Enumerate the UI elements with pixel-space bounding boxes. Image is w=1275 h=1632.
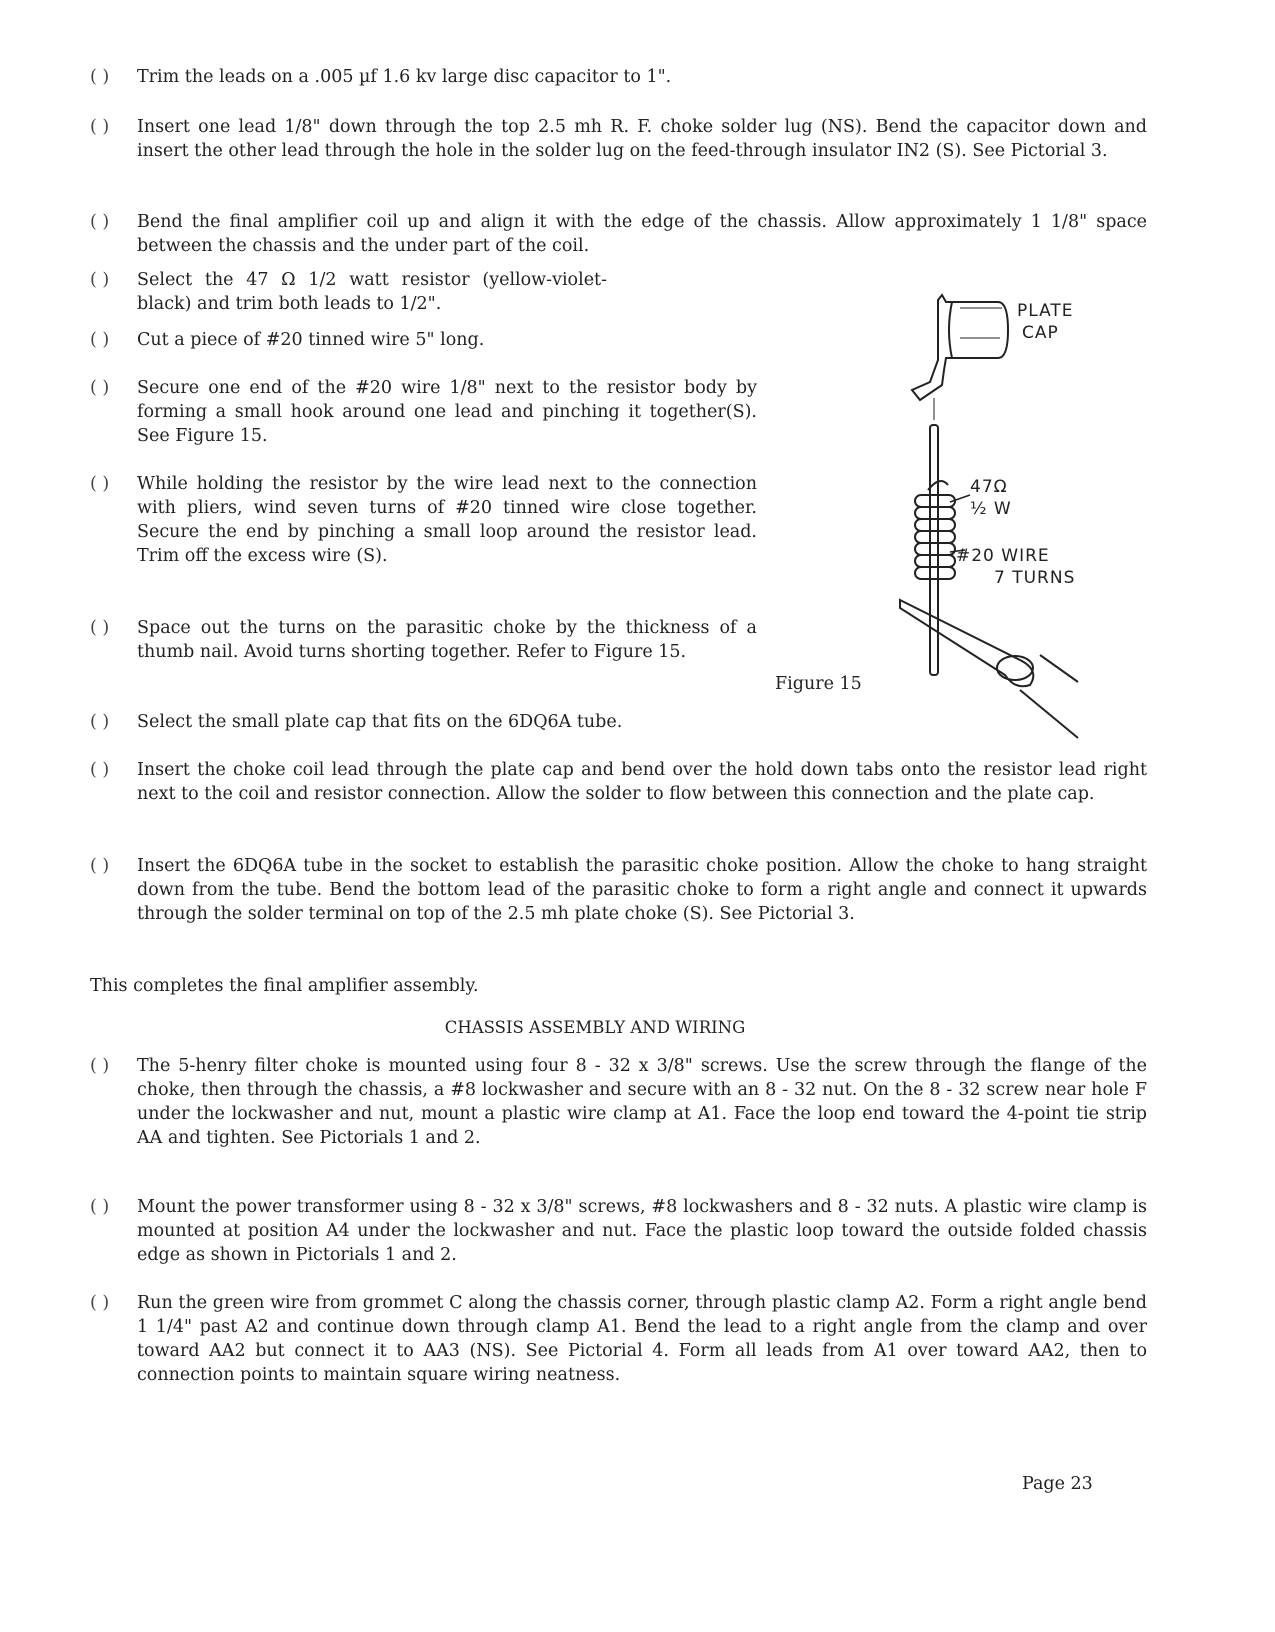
completion-note: This completes the final amplifier assembly. xyxy=(90,976,479,996)
checkbox[interactable]: ( ) xyxy=(90,1056,110,1076)
checkbox[interactable]: ( ) xyxy=(90,856,110,876)
checkbox[interactable]: ( ) xyxy=(90,117,110,137)
page-number: Page 23 xyxy=(1022,1474,1093,1494)
step-2 xyxy=(90,115,1147,163)
checkbox[interactable]: ( ) xyxy=(90,618,110,638)
step-text: The 5-henry filter choke is mounted using four 8 - 32 x 3/8" screws. Use the screw through the flange of the choke, then through the chassis, a #8 lockwasher and secure with an 8 - 32 nut. On the 8 - 32 screw near hole F under the lockwasher and nut, mount a plastic wire clamp at A1. Face the loop end toward the 4-point tie strip AA and tighten. See Pictorials 1 and 2. xyxy=(137,1056,1147,1148)
step-text: Select the 47 Ω 1/2 watt resistor (yellow-violet-black) and trim both leads to 1/2". xyxy=(137,270,607,314)
step-text: While holding the resistor by the wire lead next to the connection with pliers, wind seven turns of #20 tinned wire close together. Secure the end by pinching a small loop around the resistor lead. Trim off the excess wire (S). xyxy=(137,474,757,566)
checkbox[interactable]: ( ) xyxy=(90,67,110,87)
step-13 xyxy=(90,1195,1147,1267)
step-5 xyxy=(90,328,757,352)
checkbox[interactable]: ( ) xyxy=(90,330,110,350)
checkbox[interactable]: ( ) xyxy=(90,270,110,290)
plate-cap-label: PLATE CAP xyxy=(1017,301,1074,343)
step-14 xyxy=(90,1291,1147,1387)
checkbox[interactable]: ( ) xyxy=(90,712,110,732)
step-text: Insert the 6DQ6A tube in the socket to establish the parasitic choke position. Allow the choke to hang straight down from the tube. Bend the bottom lead of the parasitic choke to form a right angle and connect it upwards through the solder terminal on top of the 2.5 mh plate choke (S). See Pictorial 3. xyxy=(137,856,1147,924)
parasitic-choke-illustration xyxy=(890,290,1130,770)
resistor-label: 47Ω ½ W xyxy=(970,477,1012,519)
step-text: Insert the choke coil lead through the plate cap and bend over the hold down tabs onto the resistor lead right next to the coil and resistor connection. Allow the solder to flow between this connection and the plate cap. xyxy=(137,760,1147,804)
checkbox[interactable]: ( ) xyxy=(90,1197,110,1217)
step-text: Insert one lead 1/8" down through the top 2.5 mh R. F. choke solder lug (NS). Bend the capacitor down and insert the other lead through the hole in the solder lug on the feed-through insulator IN2 (S). See Pictorial 3. xyxy=(137,117,1147,161)
plate-cap-drawing xyxy=(912,295,1008,400)
step-8 xyxy=(90,616,757,664)
wire-label: #20 WIRE 7 TURNS xyxy=(956,546,1076,588)
checkbox[interactable]: ( ) xyxy=(90,378,110,398)
choke-coil xyxy=(915,481,955,579)
step-7 xyxy=(90,472,757,568)
figure-caption: Figure 15 xyxy=(775,674,862,694)
checkbox[interactable]: ( ) xyxy=(90,760,110,780)
step-4 xyxy=(90,268,607,316)
step-text: Bend the final amplifier coil up and align it with the edge of the chassis. Allow approximately 1 1/8" space between the chassis and the under part of the coil. xyxy=(137,212,1147,256)
step-12 xyxy=(90,1054,1147,1150)
step-text: Select the small plate cap that fits on the 6DQ6A tube. xyxy=(137,712,623,732)
step-text: Mount the power transformer using 8 - 32 x 3/8" screws, #8 lockwashers and 8 - 32 nuts. A plastic wire clamp is mounted at position A4 under the lockwasher and nut. Face the plastic loop toward the outside folded chassis edge as shown in Pictorials 1 and 2. xyxy=(137,1197,1147,1265)
step-text: Cut a piece of #20 tinned wire 5" long. xyxy=(137,330,485,350)
step-1 xyxy=(90,65,1147,89)
step-text: Trim the leads on a .005 µf 1.6 kv large disc capacitor to 1". xyxy=(137,67,672,87)
checkbox[interactable]: ( ) xyxy=(90,1293,110,1313)
step-9 xyxy=(90,710,757,734)
step-6 xyxy=(90,376,757,448)
step-3 xyxy=(90,210,1147,258)
section-heading: CHASSIS ASSEMBLY AND WIRING xyxy=(444,1018,746,1037)
pliers-drawing xyxy=(900,600,1078,738)
step-11 xyxy=(90,854,1147,926)
step-text: Run the green wire from grommet C along the chassis corner, through plastic clamp A2. Form a right angle bend 1 1/4" past A2 and continue down through clamp A1. Bend the lead to a right angle from the clamp and over toward AA2 but connect it to AA3 (NS). See Pictorial 4. Form all leads from A1 over toward AA2, then to connection points to maintain square wiring neatness. xyxy=(137,1293,1147,1385)
checkbox[interactable]: ( ) xyxy=(90,474,110,494)
resistor-lead xyxy=(930,425,938,675)
checkbox[interactable]: ( ) xyxy=(90,212,110,232)
step-text: Space out the turns on the parasitic choke by the thickness of a thumb nail. Avoid turns shorting together. Refer to Figure 15. xyxy=(137,618,757,662)
step-text: Secure one end of the #20 wire 1/8" next to the resistor body by forming a small hook around one lead and pinching it together(S). See Figure 15. xyxy=(137,378,757,446)
